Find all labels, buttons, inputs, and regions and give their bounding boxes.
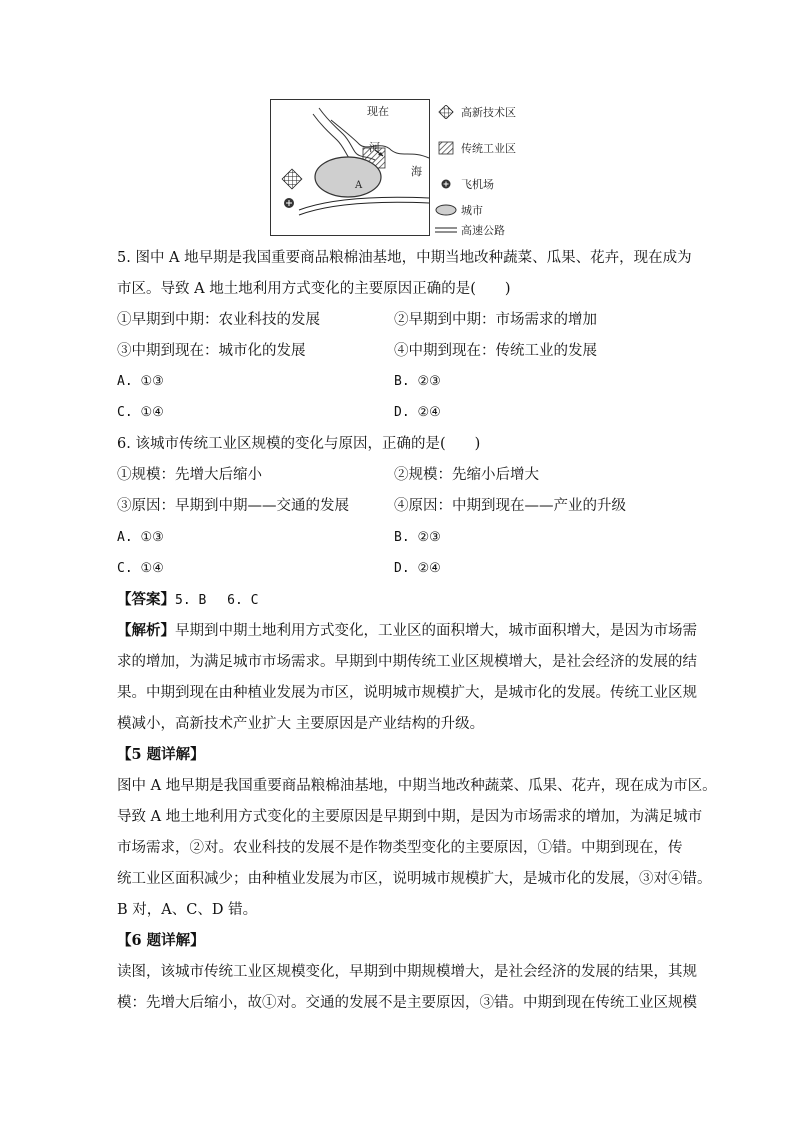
map-legend xyxy=(435,99,527,239)
detail5-line2: 导致 A 地土地利用方式变化的主要原因是早期到中期，是因为市场需求的增加，为满足城市 xyxy=(117,809,703,825)
legend-item-airport: 飞机场 xyxy=(435,177,494,191)
detail5-line5: B 对，A、C、D 错。 xyxy=(117,902,258,918)
detail5-line4: 统工业区面积减少；由种植业发展为市区，说明城市规模扩大，是城市化的发展，③对④错。 xyxy=(117,871,712,887)
river-label: 河 xyxy=(369,141,380,154)
q6-option-d[interactable]: D. ②④ xyxy=(394,561,441,576)
city-area xyxy=(315,157,381,197)
q5-stem-line2: 市区。导致 A 地土地利用方式变化的主要原因正确的是( ) xyxy=(117,281,511,297)
detail6-line1: 读图，该城市传统工业区规模变化，早期到中期规模增大，是社会经济的发展的结果，其规 xyxy=(117,964,697,980)
q6-option-b[interactable]: B. ②③ xyxy=(394,530,441,545)
highway-icon xyxy=(435,223,457,237)
detail5-heading: 【5 题详解】 xyxy=(117,746,205,763)
map-panel xyxy=(270,99,430,236)
high-tech-zone xyxy=(282,169,302,189)
map-drawing xyxy=(271,100,431,237)
q5-item-3: ③中期到现在：城市化的发展 xyxy=(117,343,306,359)
city-icon xyxy=(435,203,457,217)
analysis-line3: 果。中期到现在由种植业发展为市区，说明城市规模扩大，是城市化的发展。传统工业区规 xyxy=(117,685,697,701)
answer-label: 【答案】 xyxy=(117,591,175,608)
q5-option-d[interactable]: D. ②④ xyxy=(394,405,441,420)
detail6-heading: 【6 题详解】 xyxy=(117,932,205,949)
legend-item-traditional-industry: 传统工业区 xyxy=(435,141,516,155)
airport-icon xyxy=(435,177,457,191)
q5-option-c[interactable]: C. ①④ xyxy=(117,405,164,420)
q5-item-2: ②早期到中期：市场需求的增加 xyxy=(394,312,597,328)
traditional-industry-zone-icon xyxy=(435,141,457,155)
q5-item-1: ①早期到中期：农业科技的发展 xyxy=(117,312,320,328)
detail5-line1: 图中 A 地早期是我国重要商品粮棉油基地，中期当地改种蔬菜、瓜果、花卉，现在成为市区。 xyxy=(117,778,717,794)
city-label: A xyxy=(355,180,363,191)
q6-option-a[interactable]: A. ①③ xyxy=(117,530,164,545)
analysis-line1: 【解析】早期到中期土地利用方式变化，工业区的面积增大，城市面积增大，是因为市场需 xyxy=(117,622,697,639)
q5-option-a[interactable]: A. ①③ xyxy=(117,374,164,389)
q6-item-3: ③原因：早期到中期——交通的发展 xyxy=(117,498,349,514)
answer-line xyxy=(117,590,258,611)
detail5-line3: 市场需求，②对。农业科技的发展不是作物类型变化的主要原因，①错。中期到现在，传 xyxy=(117,840,683,856)
analysis-line4: 模减小，高新技术产业扩大 主要原因是产业结构的升级。 xyxy=(117,716,485,732)
q6-item-1: ①规模：先增大后缩小 xyxy=(117,467,262,483)
high-tech-zone-icon xyxy=(435,105,457,119)
q6-item-2: ②规模：先缩小后增大 xyxy=(394,467,539,483)
detail6-line2: 模：先增大后缩小，故①对。交通的发展不是主要原因，③错。中期到现在传统工业区规模 xyxy=(117,995,697,1011)
q5-stem-line1: 5. 图中 A 地早期是我国重要商品粮棉油基地，中期当地改种蔬菜、瓜果、花卉，现在成为 xyxy=(117,250,692,266)
q6-option-c[interactable]: C. ①④ xyxy=(117,561,164,576)
analysis-label: 【解析】 xyxy=(117,622,175,639)
q5-option-b[interactable]: B. ②③ xyxy=(394,374,441,389)
legend-item-city: 城市 xyxy=(435,203,483,217)
q5-item-4: ④中期到现在：传统工业的发展 xyxy=(394,343,597,359)
map-figure xyxy=(270,99,526,239)
map-title: 现在 xyxy=(367,105,389,118)
sea-label: 海 xyxy=(411,165,422,178)
q6-stem: 6. 该城市传统工业区规模的变化与原因，正确的是( ) xyxy=(117,436,481,452)
q6-item-4: ④原因：中期到现在——产业的升级 xyxy=(394,498,626,514)
analysis-line2: 求的增加，为满足城市市场需求。早期到中期传统工业区规模增大，是社会经济的发展的结 xyxy=(117,654,697,670)
answer-text: 5. B 6. C xyxy=(175,593,259,608)
legend-item-highway: 高速公路 xyxy=(435,223,505,237)
legend-item-high-tech: 高新技术区 xyxy=(435,105,516,119)
